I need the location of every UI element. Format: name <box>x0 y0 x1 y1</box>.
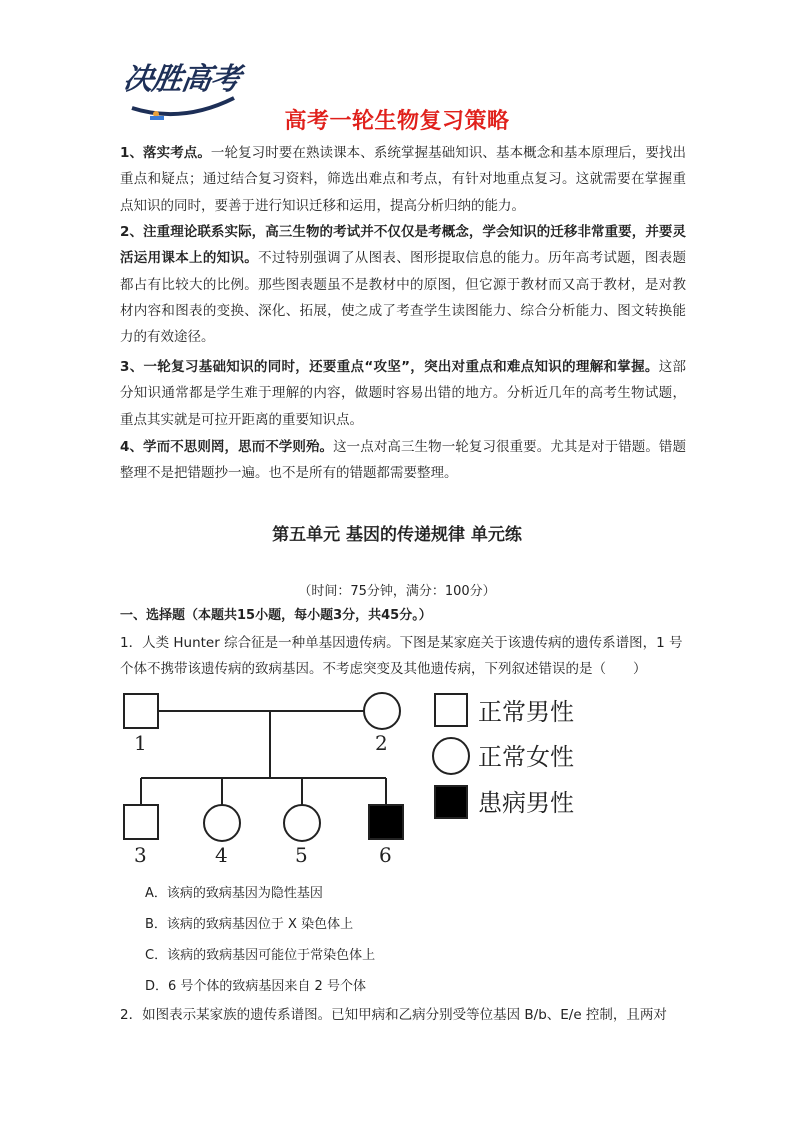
question-2-stem: 2．如图表示某家族的遗传系谱图。已知甲病和乙病分别受等位基因 B/b、E/e 控制，且两对 <box>120 1007 667 1023</box>
individual-number: 4 <box>215 843 228 866</box>
individual-2-normal-female <box>364 693 400 729</box>
option-a: A．该病的致病基因为隐性基因 <box>145 886 323 901</box>
time-info: （时间：75分钟，满分：100分） <box>298 584 496 599</box>
section-title: 一、选择题（本题共15小题，每小题3分，共45分。） <box>120 608 432 623</box>
question-1-stem: 1．人类 Hunter 综合征是一种单基因遗传病。下图是某家庭关于该遗传病的遗传系谱图，1 号个体不携带该遗传病的致病基因。不考虑突变及其他遗传病，下列叙述错误的是（ ） <box>120 635 683 677</box>
individual-number: 6 <box>379 843 392 866</box>
pedigree-diagram <box>110 686 610 866</box>
logo-text: 决胜高考 <box>121 62 242 97</box>
strategy-lead: 2、注重理论联系实际，高三生物的考试并不仅仅是考概念，学会知识的迁移非常重要，并要灵活运用课本上的知识。 <box>120 224 686 267</box>
individual-1-normal-male <box>124 694 158 728</box>
page-title: 高考一轮生物复习策略 <box>284 109 510 134</box>
legend-normal-male-icon <box>435 694 467 726</box>
legend-label: 正常女性 <box>478 743 574 771</box>
strategy-paragraph-3 <box>120 354 686 433</box>
individual-6-affected-male <box>369 805 403 839</box>
strategy-body: 一轮复习时要在熟读课本、系统掌握基础知识、基本概念和基本原理后，要找出重点和疑点；通过结合复习资料，筛选出难点和考点，有针对地重点复习。这就需要在掌握重点知识的同时，要善于进行知识迁移和运用，提高分析归纳的能力。 <box>120 145 686 214</box>
strategy-paragraph-4 <box>120 434 686 487</box>
option-c: C．该病的致病基因可能位于常染色体上 <box>145 948 376 963</box>
option-d: D．6 号个体的致病基因来自 2 号个体 <box>145 979 366 994</box>
strategy-body: 这一点对高三生物一轮复习很重要。尤其是对于错题。错题整理不是把错题抄一遍。也不是所有的错题都需要整理。 <box>120 439 686 482</box>
individual-number: 1 <box>134 731 147 755</box>
individual-3-normal-male <box>124 805 158 839</box>
legend-affected-male-icon <box>435 786 467 818</box>
option-b: B．该病的致病基因位于 X 染色体上 <box>145 917 354 932</box>
legend-label: 患病男性 <box>478 789 574 817</box>
legend-normal-female-icon <box>433 738 469 774</box>
individual-5-normal-female <box>284 805 320 841</box>
strategy-lead: 3、一轮复习基础知识的同时，还要重点“攻坚”，突出对重点和难点知识的理解和掌握。 <box>120 359 659 375</box>
individual-number: 5 <box>295 843 308 866</box>
strategy-paragraph-1 <box>120 140 686 219</box>
unit-title: 第五单元 基因的传递规律 单元练 <box>272 525 522 545</box>
individual-4-normal-female <box>204 805 240 841</box>
strategy-paragraph-2 <box>120 219 686 350</box>
strategy-lead: 4、学而不思则罔，思而不学则殆。 <box>120 439 334 455</box>
individual-number: 2 <box>375 731 388 755</box>
individual-number: 3 <box>134 843 147 866</box>
strategy-body: 这部分知识通常都是学生难于理解的内容，做题时容易出错的地方。分析近几年的高考生物试题，重点其实就是可拉开距离的重要知识点。 <box>120 359 687 428</box>
strategy-lead: 1、落实考点。 <box>120 145 211 161</box>
legend-label: 正常男性 <box>478 698 574 726</box>
strategy-body: 不过特别强调了从图表、图形提取信息的能力。历年高考试题，图表题都占有比较大的比例。那些图表题虽不是教材中的原图，但它源于教材而又高于教材，是对教材内容和图表的变换、深化、拓展，使之成了考查学生读图能力、综合分析能力、图文转换能力的有效途径。 <box>120 250 686 346</box>
